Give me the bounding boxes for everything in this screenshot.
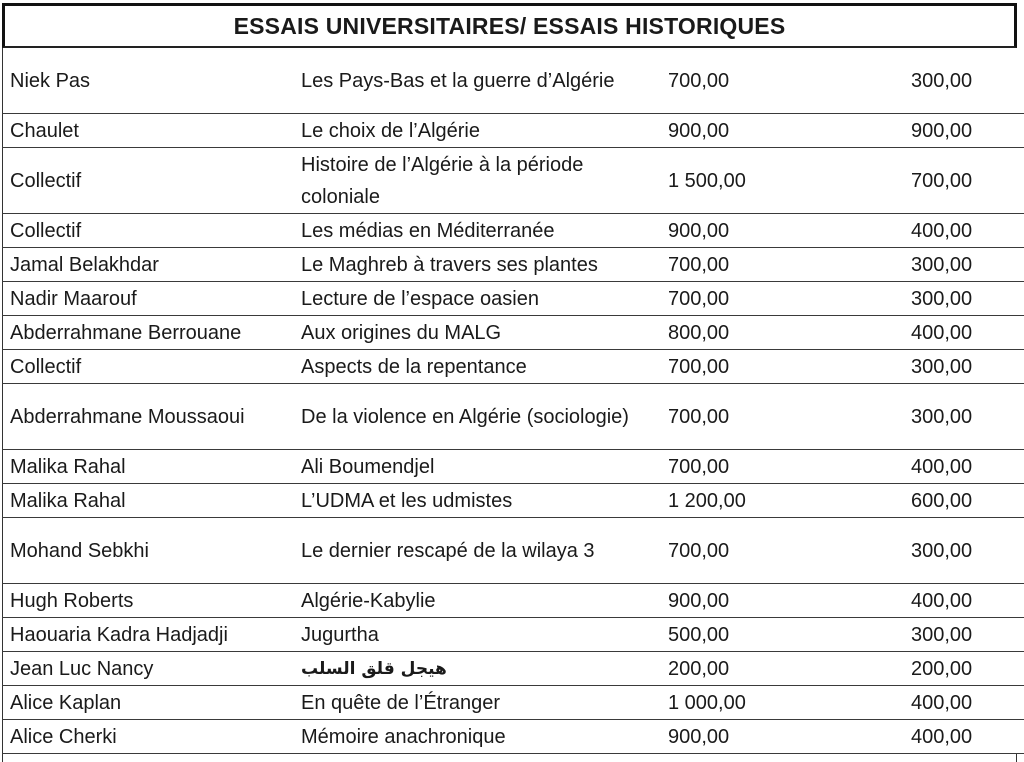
book-title-text: Les médias en Méditerranée [301,220,554,242]
book-title-text: En quête de l’Étranger [301,692,500,714]
price-text: 1 500,00 [668,170,746,192]
price-cell [664,720,831,754]
book-title-text: De la violence en Algérie (sociologie) [301,406,629,428]
discount-price-text: 200,00 [911,658,972,680]
book-title-cell [297,686,664,720]
table-row [3,48,1024,114]
discount-price-cell [831,148,1024,214]
discount-price-text: 400,00 [911,726,972,748]
price-cell [664,350,831,384]
book-title-cell [297,618,664,652]
book-title-text: L’UDMA et les udmistes [301,490,512,512]
book-title-cell [297,282,664,316]
price-list-sheet [2,3,1017,762]
book-title-cell [297,652,664,686]
table-row [3,350,1024,384]
book-title-cell [297,484,664,518]
author-text: Abderrahmane Moussaoui [10,406,245,428]
author-cell [3,720,298,754]
author-cell [3,248,298,282]
table-row [3,384,1024,450]
discount-price-text: 300,00 [911,540,972,562]
discount-price-text: 300,00 [911,406,972,428]
price-cell [664,248,831,282]
book-title-text: Algérie-Kabylie [301,590,436,612]
author-cell [3,316,298,350]
discount-price-cell [831,720,1024,754]
discount-price-cell [831,316,1024,350]
book-title-cell [297,214,664,248]
author-text: Collectif [10,220,81,242]
discount-price-text: 600,00 [911,490,972,512]
price-text: 800,00 [668,322,729,344]
book-title-text: Le choix de l’Algérie [301,120,480,142]
author-text: Hugh Roberts [10,590,133,612]
price-text: 700,00 [668,70,729,92]
author-cell [3,48,298,114]
discount-price-text: 900,00 [911,120,972,142]
price-text: 1 000,00 [668,692,746,714]
price-cell [664,686,831,720]
author-text: Abderrahmane Berrouane [10,322,241,344]
discount-price-cell [831,248,1024,282]
discount-price-text: 300,00 [911,70,972,92]
price-cell [664,48,831,114]
table-row [3,148,1024,214]
author-cell [3,384,298,450]
author-text: Alice Kaplan [10,692,121,714]
price-text: 700,00 [668,288,729,310]
author-cell [3,148,298,214]
discount-price-text: 400,00 [911,692,972,714]
books-table-body [3,48,1024,754]
book-title-cell [297,450,664,484]
author-cell [3,350,298,384]
discount-price-cell [831,484,1024,518]
price-text: 700,00 [668,254,729,276]
table-row [3,686,1024,720]
price-cell [664,282,831,316]
price-cell [664,618,831,652]
price-text: 700,00 [668,540,729,562]
price-text: 700,00 [668,356,729,378]
price-text: 900,00 [668,590,729,612]
book-title-text: هيجل قلق السلب [301,653,447,685]
author-text: Alice Cherki [10,726,117,748]
discount-price-text: 400,00 [911,456,972,478]
table-row [3,618,1024,652]
discount-price-text: 400,00 [911,590,972,612]
book-title-cell [297,584,664,618]
book-title-text: Lecture de l’espace oasien [301,288,539,310]
author-text: Nadir Maarouf [10,288,137,310]
price-cell [664,584,831,618]
author-text: Jamal Belakhdar [10,254,159,276]
discount-price-cell [831,584,1024,618]
discount-price-cell [831,350,1024,384]
book-title-text: Aux origines du MALG [301,322,501,344]
author-text: Niek Pas [10,70,90,92]
book-title-cell [297,48,664,114]
book-title-text: Le Maghreb à travers ses plantes [301,254,598,276]
author-cell [3,518,298,584]
price-cell [664,518,831,584]
book-title-cell [297,114,664,148]
book-title-text: Jugurtha [301,624,379,646]
author-text: Malika Rahal [10,456,126,478]
book-title-text: Aspects de la repentance [301,356,527,378]
discount-price-text: 300,00 [911,624,972,646]
book-title-cell [297,720,664,754]
author-text: Collectif [10,170,81,192]
discount-price-cell [831,282,1024,316]
discount-price-text: 300,00 [911,288,972,310]
author-text: Haouaria Kadra Hadjadji [10,624,228,646]
discount-price-text: 400,00 [911,220,972,242]
author-cell [3,214,298,248]
price-text: 900,00 [668,120,729,142]
author-text: Jean Luc Nancy [10,658,153,680]
discount-price-cell [831,618,1024,652]
price-text: 700,00 [668,456,729,478]
price-cell [664,114,831,148]
price-text: 900,00 [668,220,729,242]
book-title-cell [297,248,664,282]
table-row [3,518,1024,584]
table-row [3,282,1024,316]
price-cell [664,384,831,450]
book-title-text: Mémoire anachronique [301,726,506,748]
author-cell [3,652,298,686]
book-title-text: Histoire de l’Algérie à la période coloniale [301,154,583,208]
table-row [3,652,1024,686]
author-text: Mohand Sebkhi [10,540,149,562]
discount-price-cell [831,114,1024,148]
author-cell [3,618,298,652]
book-title-cell [297,350,664,384]
discount-price-cell [831,450,1024,484]
author-cell [3,282,298,316]
book-title-text: Ali Boumendjel [301,456,434,478]
book-title-cell [297,148,664,214]
table-row [3,484,1024,518]
author-text: Chaulet [10,120,79,142]
price-text: 1 200,00 [668,490,746,512]
price-cell [664,484,831,518]
table-row [3,214,1024,248]
price-cell [664,652,831,686]
discount-price-cell [831,214,1024,248]
table-row [3,584,1024,618]
price-cell [664,316,831,350]
table-title: ESSAIS UNIVERSITAIRES/ ESSAIS HISTORIQUES [2,3,1017,48]
discount-price-cell [831,518,1024,584]
price-cell [664,214,831,248]
table-row [3,316,1024,350]
author-text: Collectif [10,356,81,378]
book-title-text: Les Pays-Bas et la guerre d’Algérie [301,70,615,92]
next-row-partial [2,754,1017,762]
author-cell [3,450,298,484]
author-cell [3,484,298,518]
table-row [3,248,1024,282]
book-title-cell [297,384,664,450]
price-cell [664,148,831,214]
book-title-text: Le dernier rescapé de la wilaya 3 [301,540,595,562]
price-text: 700,00 [668,406,729,428]
book-title-cell [297,518,664,584]
discount-price-cell [831,48,1024,114]
price-cell [664,450,831,484]
table-row [3,114,1024,148]
discount-price-cell [831,686,1024,720]
author-cell [3,686,298,720]
price-text: 500,00 [668,624,729,646]
table-row [3,450,1024,484]
author-cell [3,114,298,148]
discount-price-text: 700,00 [911,170,972,192]
discount-price-cell [831,652,1024,686]
discount-price-text: 400,00 [911,322,972,344]
discount-price-text: 300,00 [911,356,972,378]
discount-price-text: 300,00 [911,254,972,276]
author-text: Malika Rahal [10,490,126,512]
book-title-cell [297,316,664,350]
books-table [2,48,1024,754]
author-cell [3,584,298,618]
discount-price-cell [831,384,1024,450]
price-text: 900,00 [668,726,729,748]
table-row [3,720,1024,754]
price-text: 200,00 [668,658,729,680]
